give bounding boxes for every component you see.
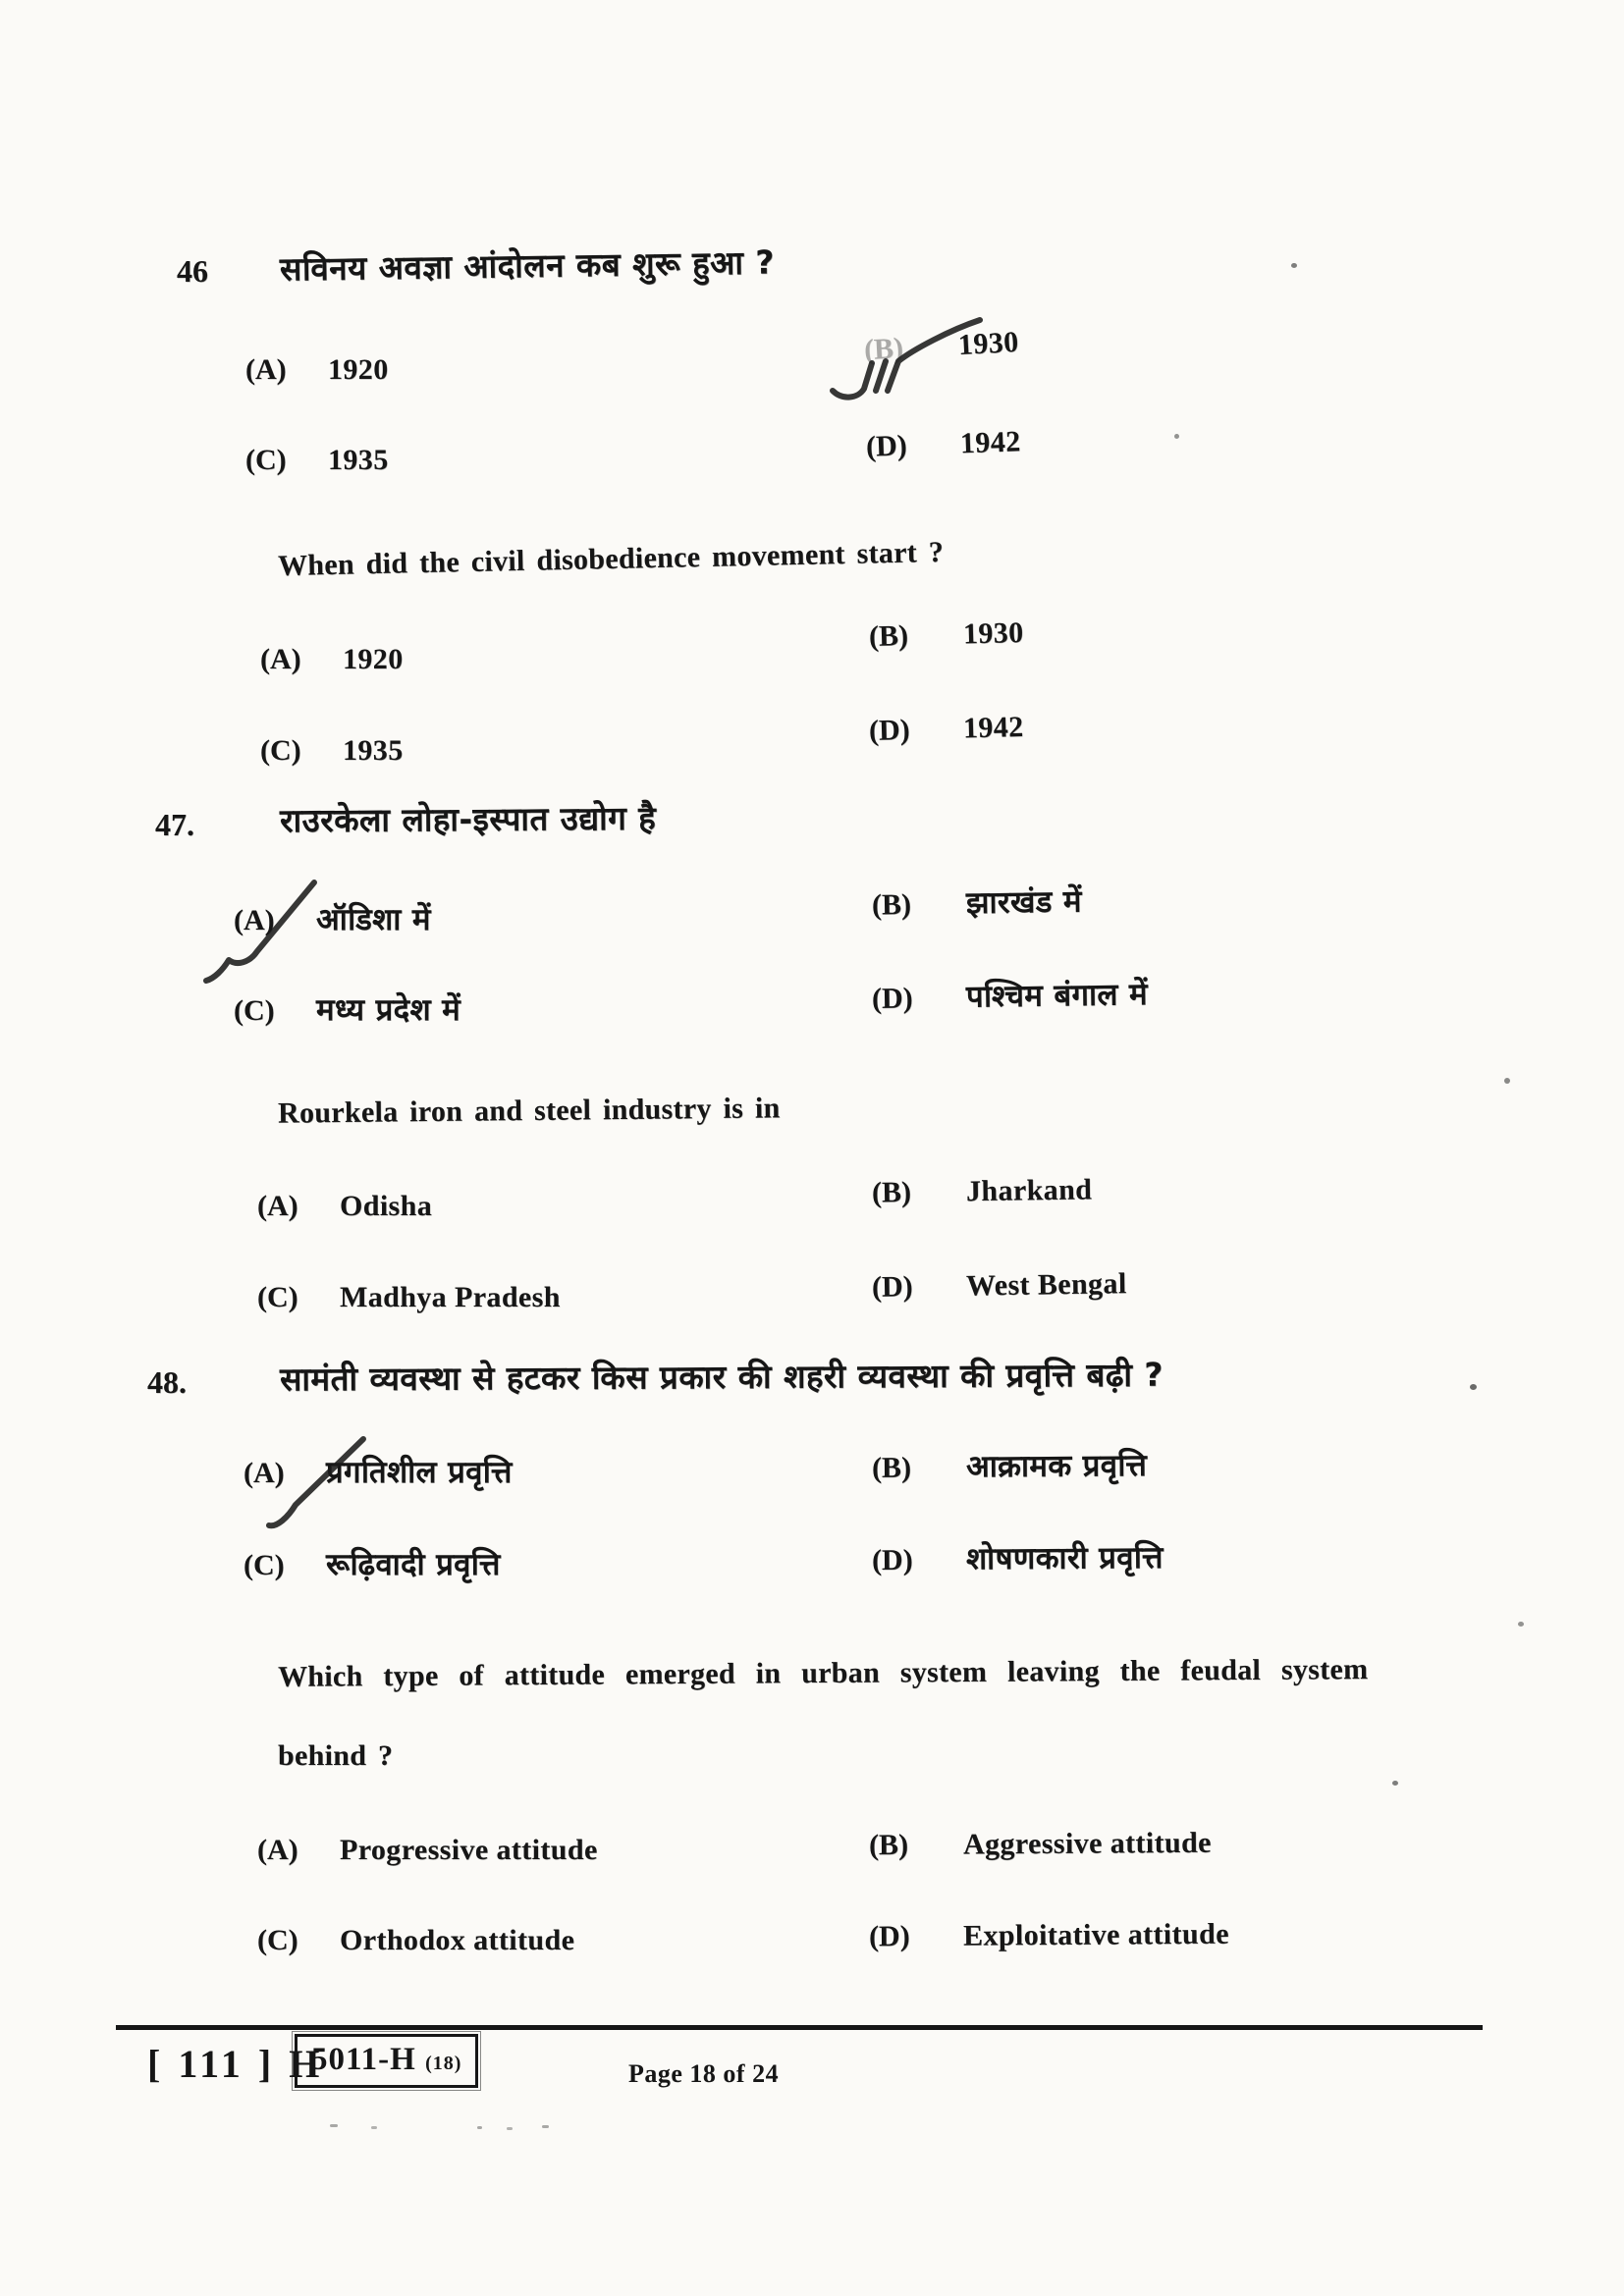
option-label: (D): [871, 982, 913, 1015]
option-label: (C): [244, 1549, 285, 1581]
option-text: West Bengal: [965, 1267, 1127, 1303]
option-text: शोषणकारी प्रवृत्ति: [965, 1539, 1164, 1577]
option-text: पश्चिम बंगाल में: [965, 977, 1149, 1015]
option-text: 1942: [959, 425, 1022, 460]
option-label: (C): [234, 994, 275, 1027]
option-row: [260, 734, 404, 769]
option-label: (B): [871, 1176, 912, 1209]
question-stem-english-line1: Which type of attitude emerged in urban system leaving the feudal system: [277, 1653, 1369, 1693]
question-stem-english: When did the civil disobedience movement start ?: [277, 535, 945, 583]
question-stem-hindi: राउरकेला लोहा-इस्पात उद्योग है: [279, 798, 657, 840]
handwritten-tick-icon: [196, 869, 334, 988]
option-label: (B): [868, 619, 909, 654]
option-text: Orthodox attitude: [340, 1924, 575, 1956]
question-stem-hindi: सामंती व्यवस्था से हटकर किस प्रकार की शहरी व्यवस्था की प्रवृत्ति बढ़ी ?: [279, 1355, 1164, 1399]
footer-paper-code: [ 111 ] H: [147, 2042, 324, 2086]
scan-speck: [542, 2125, 549, 2128]
scan-speck: [1470, 1384, 1477, 1390]
option-label: (D): [871, 1270, 913, 1304]
option-label: (B): [871, 887, 912, 922]
option-row: [257, 1834, 598, 1868]
scan-speck: [1291, 263, 1297, 268]
option-label: (D): [865, 429, 908, 463]
booklet-code-box: [295, 2034, 478, 2088]
booklet-code-suffix: (18): [425, 2053, 462, 2074]
option-text: Jharkand: [965, 1173, 1093, 1208]
option-row: [872, 885, 1082, 924]
option-label: (A): [234, 904, 275, 936]
option-text: 1942: [962, 710, 1024, 745]
scan-speck: [330, 2124, 338, 2127]
scan-speck: [507, 2127, 513, 2130]
option-text: Aggressive attitude: [962, 1826, 1212, 1861]
option-text: मध्य प्रदेश में: [316, 992, 461, 1028]
question-stem-english-line2: behind ?: [278, 1739, 394, 1772]
option-row: [257, 1924, 574, 1958]
option-text: 1935: [343, 734, 404, 767]
option-label: (C): [260, 734, 301, 767]
option-row: [257, 1281, 561, 1315]
option-label: (D): [868, 1919, 910, 1953]
option-row: [865, 425, 1021, 464]
option-text: Exploitative attitude: [962, 1917, 1229, 1952]
option-label: (D): [868, 713, 911, 748]
handwritten-tick-icon: [263, 1431, 373, 1531]
option-label: (B): [863, 332, 904, 367]
scan-speck: [1392, 1781, 1398, 1786]
option-row: [260, 643, 404, 677]
question-number: 46: [177, 253, 208, 289]
option-row: [872, 1267, 1127, 1305]
option-text: झारखंड में: [965, 883, 1083, 922]
option-text: Progressive attitude: [340, 1834, 598, 1866]
handwritten-tick-icon: [823, 312, 990, 408]
option-text: 1930: [957, 325, 1020, 362]
option-row: [245, 444, 389, 478]
option-label: (C): [245, 444, 287, 476]
question-number: 48.: [147, 1364, 187, 1400]
scan-speck: [1504, 1078, 1510, 1084]
option-label: (A): [244, 1457, 285, 1489]
option-row: [244, 1548, 501, 1583]
question-number: 47.: [155, 807, 194, 842]
question-stem-english: Rourkela iron and steel industry is in: [277, 1092, 781, 1130]
option-label: (C): [257, 1281, 298, 1313]
option-label: (A): [257, 1190, 298, 1222]
option-row: [869, 711, 1024, 749]
option-text: प्रगतिशील प्रवृत्ति: [326, 1455, 513, 1490]
option-row: [869, 616, 1024, 655]
scan-speck: [371, 2126, 377, 2129]
option-row: [869, 1918, 1229, 1954]
option-label: (C): [257, 1924, 298, 1956]
option-row: [257, 1190, 432, 1224]
option-row: [869, 1827, 1212, 1863]
option-row: [872, 978, 1148, 1017]
option-label: (A): [245, 353, 287, 386]
option-text: 1930: [962, 615, 1024, 651]
option-row: [234, 993, 460, 1029]
option-text: 1920: [328, 353, 389, 386]
option-row: [872, 1541, 1164, 1578]
option-row: [872, 1173, 1093, 1210]
option-text: रूढ़िवादी प्रवृत्ति: [326, 1547, 501, 1582]
option-text: Madhya Pradesh: [340, 1281, 561, 1313]
scan-speck: [477, 2126, 482, 2129]
option-text: आक्रामक प्रवृत्ति: [965, 1448, 1148, 1485]
option-text: ऑडिशा में: [316, 902, 431, 937]
option-label: (D): [871, 1543, 913, 1577]
option-text: 1920: [343, 643, 404, 675]
page-indicator: Page 18 of 24: [628, 2059, 780, 2088]
option-label: (B): [868, 1828, 909, 1862]
footer-rule: [116, 2025, 1483, 2030]
booklet-code: 5011-H: [311, 2042, 416, 2077]
option-row: [872, 1449, 1147, 1486]
option-label: (A): [257, 1834, 298, 1866]
option-row: [245, 353, 389, 388]
option-label: (B): [871, 1451, 912, 1484]
option-label: (A): [260, 643, 301, 675]
scan-speck: [1174, 434, 1179, 439]
scan-speck: [1518, 1622, 1524, 1627]
option-text: Odisha: [340, 1190, 433, 1222]
option-text: 1935: [328, 444, 389, 476]
question-stem-hindi: सविनय अवज्ञा आंदोलन कब शुरू हुआ ?: [279, 242, 776, 289]
